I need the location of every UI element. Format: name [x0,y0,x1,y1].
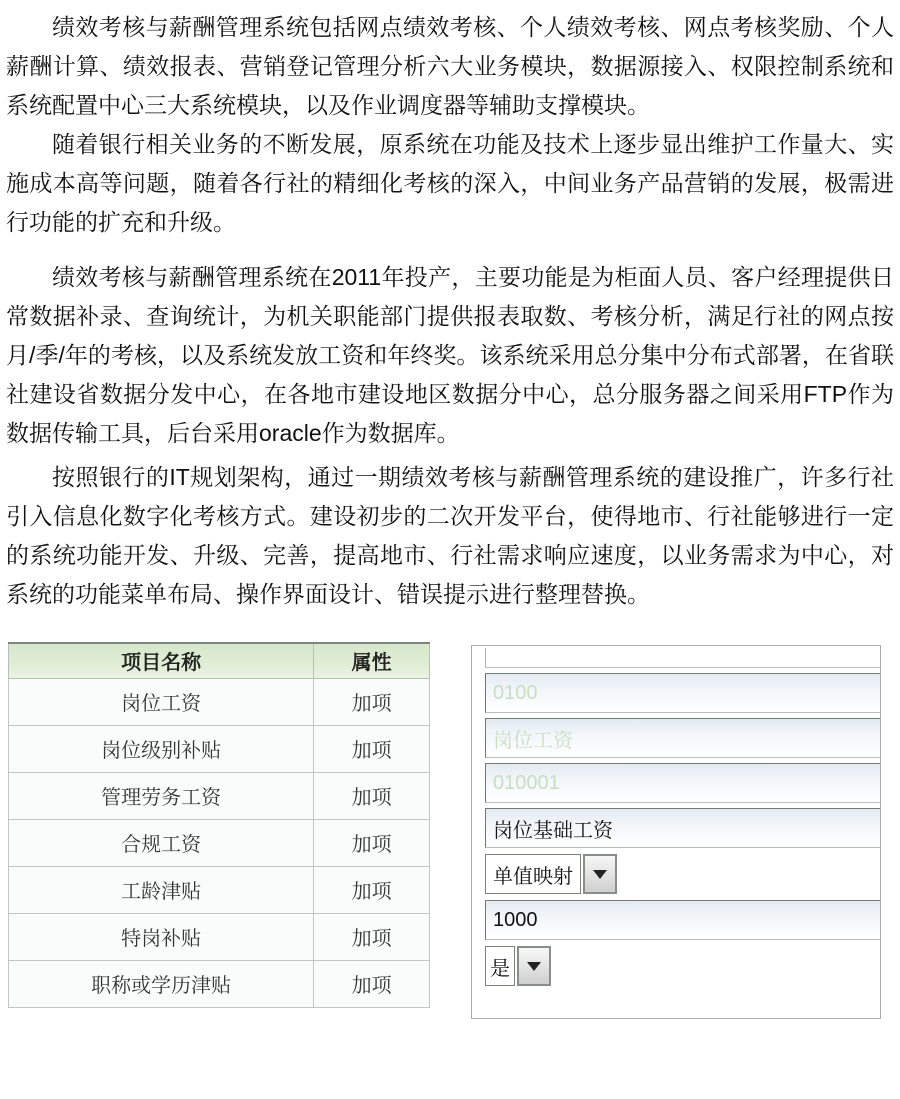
item-name-cell: 职称或学历津贴 [9,960,314,1007]
item-attr-cell: 加项 [314,960,430,1007]
chevron-down-icon [593,870,607,879]
salary-items-table [8,642,430,1008]
column-header-item-name: 项目名称 [9,643,314,678]
item-code-field: 0100 [485,673,881,713]
table-row [9,772,430,819]
mapping-value-input[interactable]: 1000 [485,900,881,940]
item-attr-cell: 加项 [314,819,430,866]
mapping-type-dropdown-button[interactable] [583,854,617,894]
paragraph-background: 随着银行相关业务的不断发展，原系统在功能及技术上逐步显出维护工作量大、实施成本高等问题，随着各行社的精细化考核的深入，中间业务产品营销的发展，极需进行功能的扩充和升级。 [6,131,894,235]
item-name-cell: 岗位工资 [9,678,314,725]
empty-field-strip [485,648,881,668]
enabled-flag-combobox[interactable] [485,945,880,987]
item-name-cell: 特岗补贴 [9,913,314,960]
salary-item-form-panel [471,645,881,1019]
column-header-attribute: 属性 [314,643,430,678]
item-name-field: 岗位工资 [485,718,881,758]
table-row [9,678,430,725]
item-name-cell: 岗位级别补贴 [9,725,314,772]
enabled-flag-value[interactable]: 是 [485,946,515,986]
table-header-row [9,643,430,678]
sub-item-name-input[interactable]: 岗位基础工资 [485,808,881,848]
item-name-cell: 管理劳务工资 [9,772,314,819]
item-name-cell: 工龄津贴 [9,866,314,913]
table-row [9,913,430,960]
item-attr-cell: 加项 [314,725,430,772]
item-name-cell: 合规工资 [9,819,314,866]
paragraph-system-intro: 绩效考核与薪酬管理系统在2011年投产，主要功能是为柜面人员、客户经理提供日常数据补录、查询统计，为机关职能部门提供报表取数、考核分析，满足行社的网点按月/季/年的考核，以及系统发放工资和年终奖。该系统采用总分集中分布式部署，在省联社建设省数据分发中心，在各地市建设地区数据分中心，总分服务器之间采用FTP作为数据传输工具，后台采用oracle作为数据库。 [6,264,894,446]
table-row [9,725,430,772]
table-row [9,960,430,1007]
item-attr-cell: 加项 [314,678,430,725]
enabled-flag-dropdown-button[interactable] [517,946,551,986]
sub-item-code-field: 010001 [485,763,881,803]
paragraph-it-plan: 按照银行的IT规划架构，通过一期绩效考核与薪酬管理系统的建设推广，许多行社引入信息化数字化考核方式。建设初步的二次开发平台，使得地市、行社能够进行一定的系统功能开发、升级、完善，提高地市、行社需求响应速度，以业务需求为中心，对系统的功能菜单布局、操作界面设计、错误提示进行整理替换。 [6,464,894,607]
bottom-section [8,642,900,1019]
item-attr-cell: 加项 [314,913,430,960]
mapping-type-value[interactable]: 单值映射 [485,854,581,894]
mapping-type-combobox[interactable] [485,853,880,895]
table-row [9,866,430,913]
paragraph-modules: 绩效考核与薪酬管理系统包括网点绩效考核、个人绩效考核、网点考核奖励、个人薪酬计算、绩效报表、营销登记管理分析六大业务模块，数据源接入、权限控制系统和系统配置中心三大系统模块，以及作业调度器等辅助支撑模块。 [6,14,894,118]
item-attr-cell: 加项 [314,772,430,819]
table-row [9,819,430,866]
chevron-down-icon [527,962,541,971]
item-attr-cell: 加项 [314,866,430,913]
